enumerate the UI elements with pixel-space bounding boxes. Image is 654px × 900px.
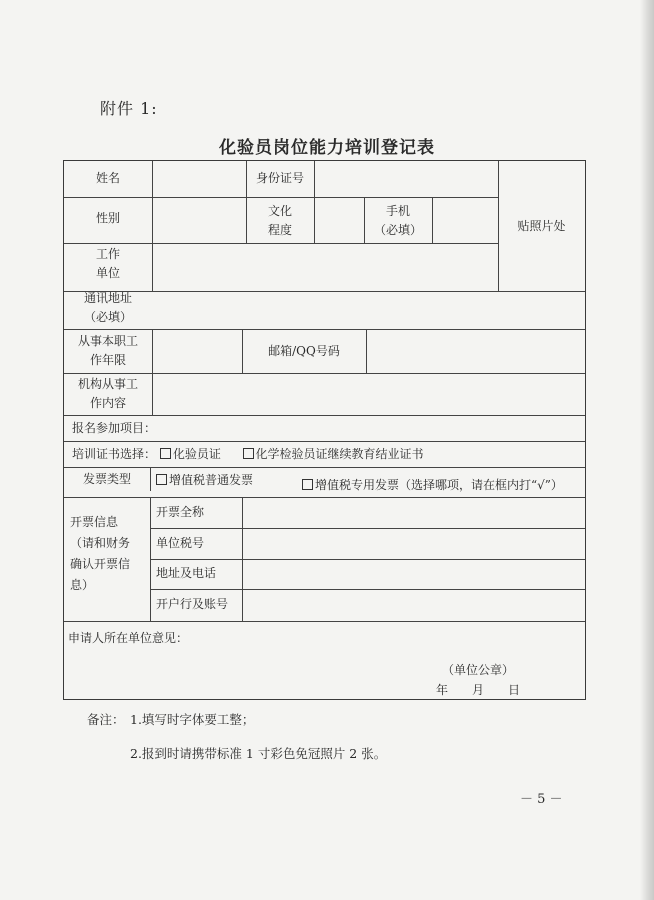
note-item: 2.报到时请携带标准 1 寸彩色免冠照片 2 张。 — [130, 746, 387, 761]
work-unit-label: 工作 — [95, 247, 120, 261]
invoice-type-label: 发票类型 — [82, 472, 131, 486]
note-item: 1.填写时字体要工整； — [130, 712, 255, 727]
col-divider — [150, 467, 151, 491]
cert-option: 化验员证 — [172, 447, 221, 461]
col-divider — [366, 329, 367, 373]
invoice-info-label: 开票信息 — [70, 515, 119, 529]
col-divider — [152, 161, 153, 291]
duty-label: 作内容 — [89, 396, 126, 410]
invoice-info-label: 确认开票信 — [70, 557, 131, 571]
work-years-label: 从事本职工 — [77, 334, 138, 348]
address-label: 通讯地址 — [83, 291, 132, 305]
col-divider — [432, 197, 433, 243]
col-divider — [242, 497, 243, 621]
photo-placeholder: 贴照片处 — [517, 219, 566, 233]
checkbox[interactable] — [243, 448, 254, 459]
row-divider — [64, 243, 498, 244]
phone-label: （必填） — [373, 223, 422, 237]
row-divider — [64, 467, 585, 468]
cert-select-row — [72, 445, 424, 464]
address-label: （必填） — [83, 310, 132, 324]
col-divider — [152, 329, 153, 415]
checkbox[interactable] — [156, 474, 167, 485]
invoice-field-label: 开户行及账号 — [156, 597, 229, 611]
name-label: 姓名 — [95, 171, 120, 185]
invoice-option-row — [156, 471, 253, 490]
date-label: 年 月 日 — [436, 683, 521, 697]
row-divider — [64, 621, 585, 622]
duty-label: 机构从事工 — [77, 377, 138, 391]
form-title: 化验员岗位能力培训登记表 — [219, 138, 435, 158]
invoice-field-label: 开票全称 — [156, 505, 205, 519]
attachment-label: 附件 1: — [100, 99, 158, 118]
project-label: 报名参加项目： — [72, 421, 157, 435]
gender-label: 性别 — [95, 211, 120, 225]
row-divider — [64, 441, 585, 442]
row-divider — [150, 589, 585, 590]
row-divider — [64, 497, 585, 498]
row-divider — [64, 415, 585, 416]
registration-form — [63, 160, 586, 700]
unit-seal-label: （单位公章） — [442, 663, 515, 677]
invoice-option-row — [302, 476, 563, 495]
invoice-info-label: 息） — [70, 578, 95, 592]
row-divider — [64, 329, 585, 330]
work-unit-label: 单位 — [95, 266, 120, 280]
col-divider — [314, 161, 315, 243]
invoice-field-label: 地址及电话 — [156, 566, 217, 580]
id-number-label: 身份证号 — [255, 171, 304, 185]
page-number: － 5 － — [520, 792, 563, 807]
col-divider — [150, 497, 151, 621]
cert-option: 化学检验员证继续教育结业证书 — [255, 447, 424, 461]
email-qq-label: 邮箱/QQ号码 — [268, 344, 340, 358]
education-label: 程度 — [267, 223, 292, 237]
notes-label: 备注： — [87, 712, 125, 727]
unit-opinion-label: 申请人所在单位意见： — [68, 631, 189, 645]
cert-label: 培训证书选择： — [72, 447, 157, 461]
phone-label: 手机 — [385, 204, 410, 218]
checkbox[interactable] — [160, 448, 171, 459]
invoice-option: 增值税专用发票（选择哪项，请在框内打“√”） — [315, 478, 563, 492]
invoice-info-label: （请和财务 — [70, 536, 131, 550]
row-divider — [150, 528, 585, 529]
checkbox[interactable] — [302, 479, 313, 490]
invoice-field-label: 单位税号 — [156, 536, 205, 550]
row-divider — [64, 373, 585, 374]
row-divider — [150, 559, 585, 560]
work-years-label: 作年限 — [89, 353, 126, 367]
education-label: 文化 — [267, 204, 292, 218]
invoice-option: 增值税普通发票 — [169, 473, 254, 487]
